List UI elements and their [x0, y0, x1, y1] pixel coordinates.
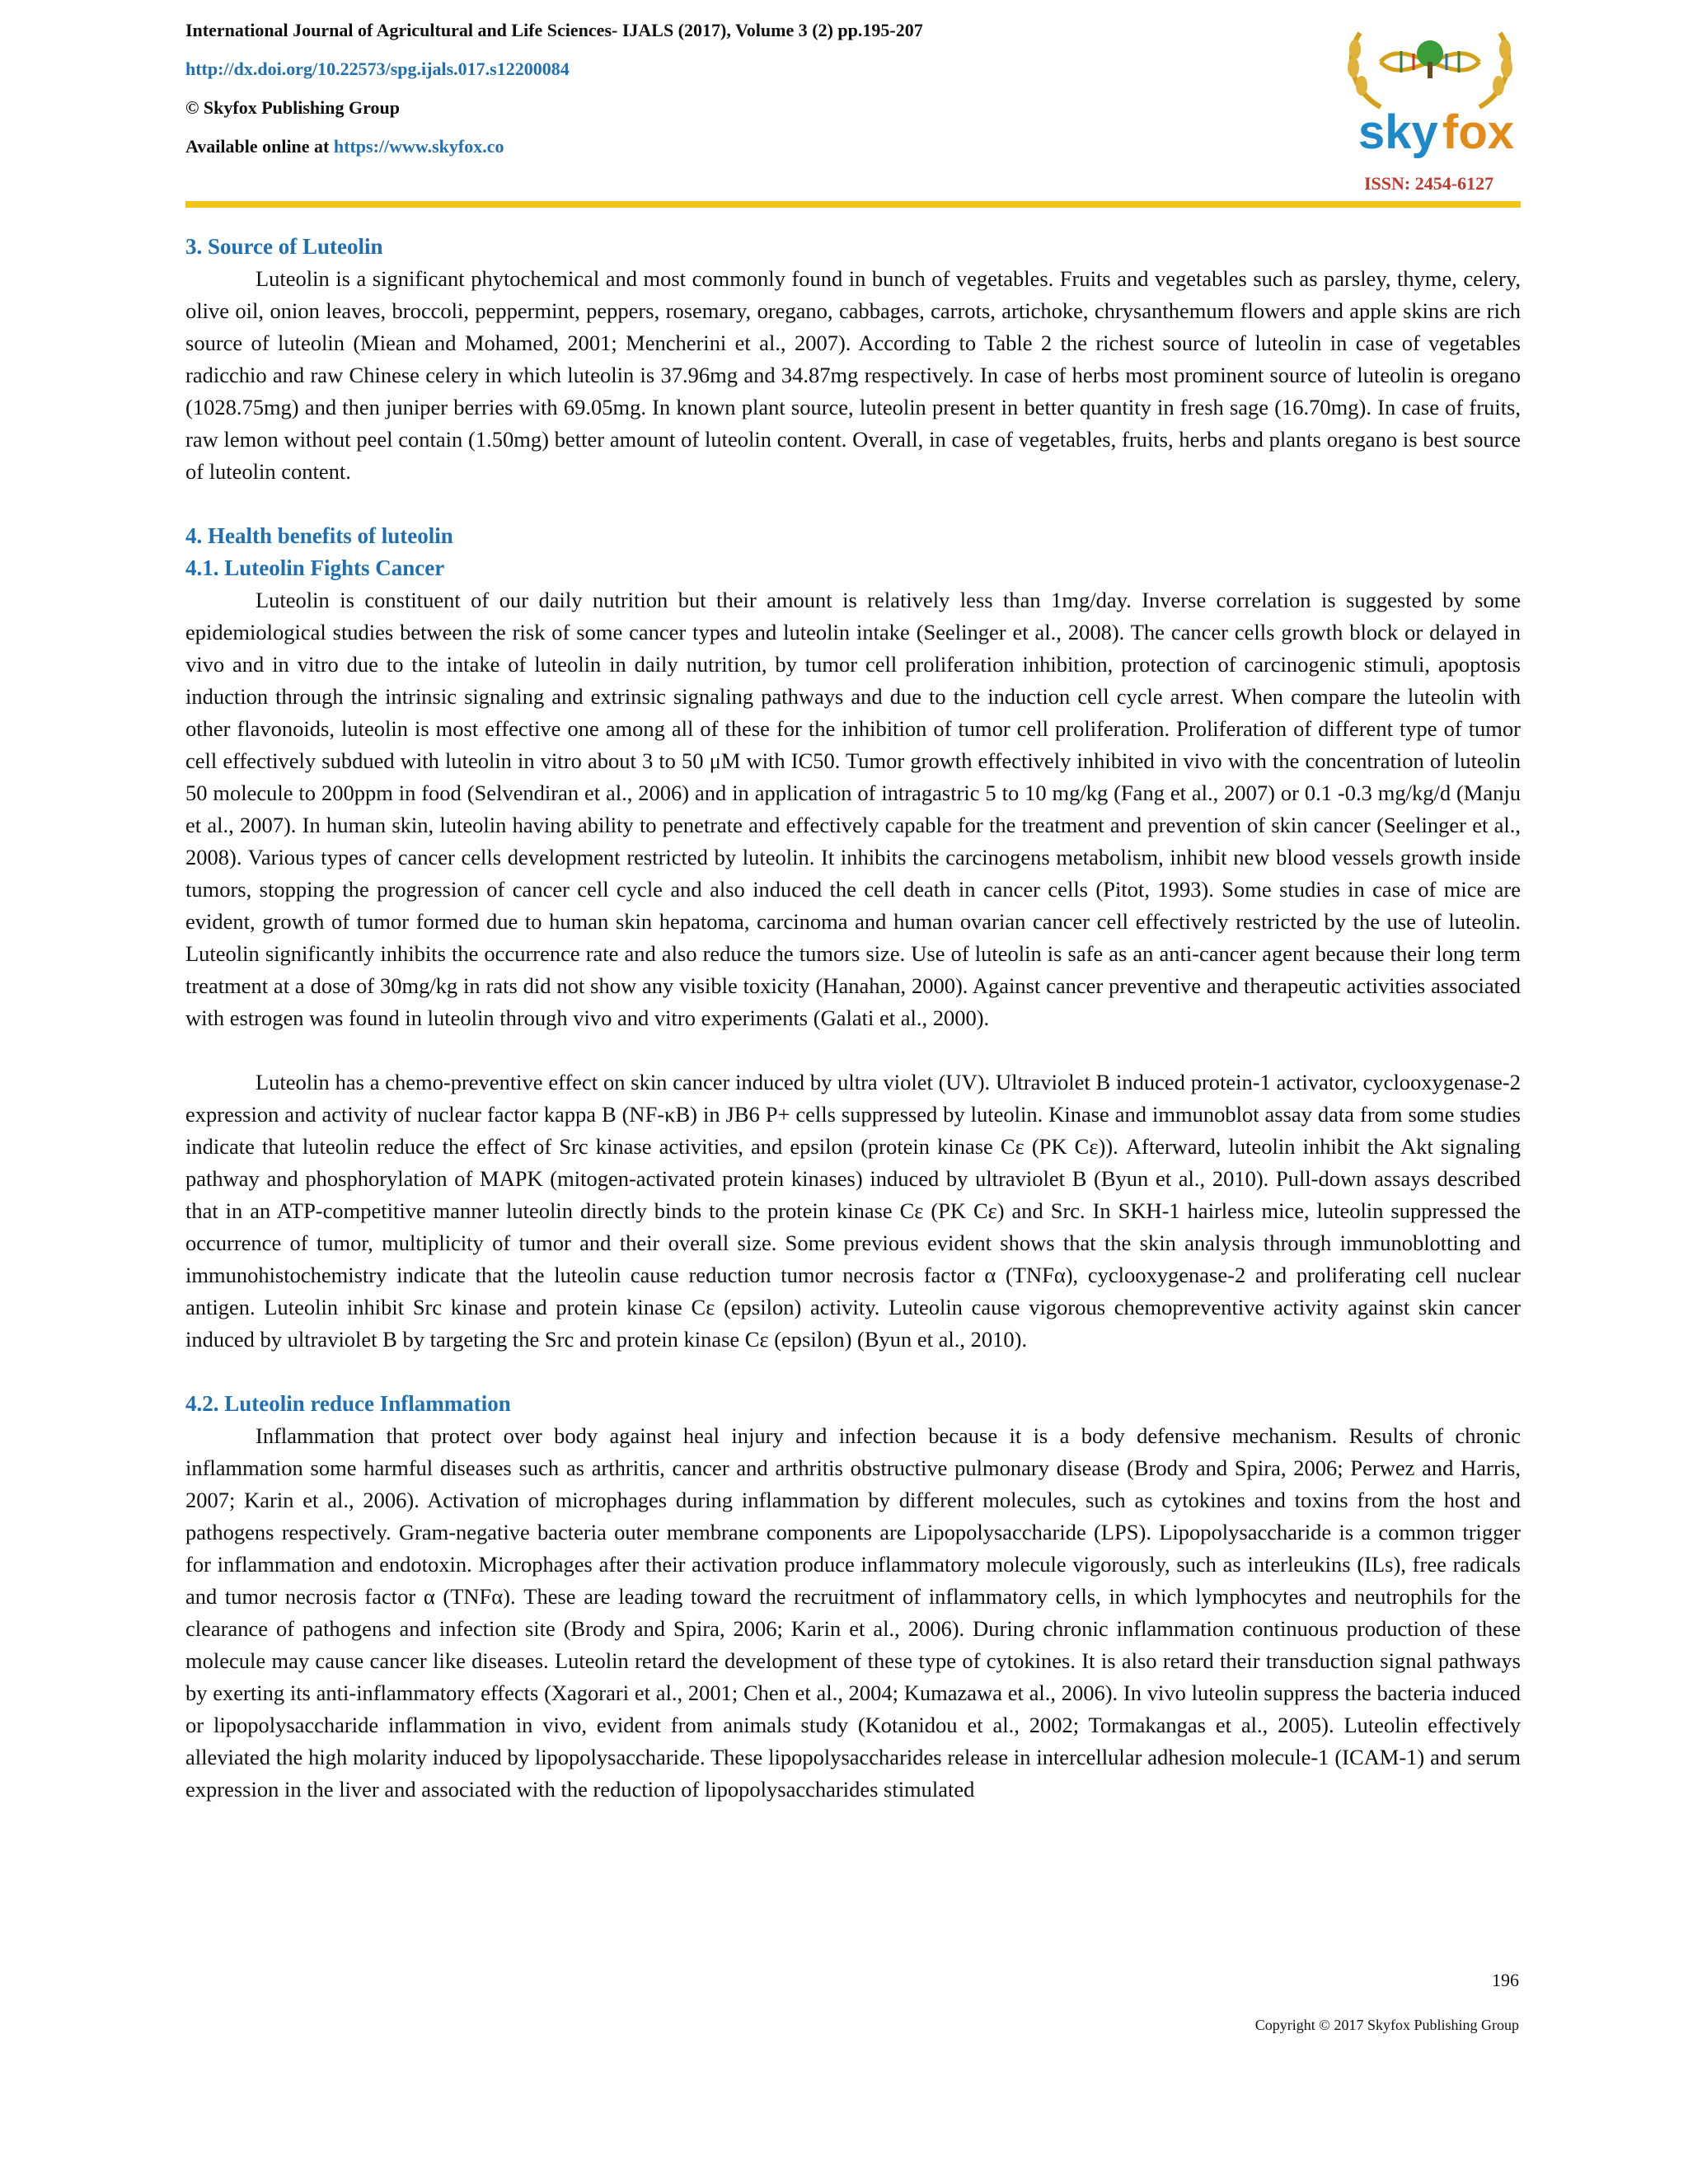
- page-header: [185, 16, 1521, 202]
- availability-prefix: Available online at: [185, 136, 334, 157]
- section-heading-health-benefits: 4. Health benefits of luteolin: [185, 523, 453, 548]
- logo-text-sky: sky: [1358, 105, 1438, 159]
- header-divider: [185, 201, 1521, 208]
- skyfox-logo: [1335, 16, 1525, 198]
- availability-line: [185, 136, 504, 157]
- paragraph: Luteolin is a significant phytochemical and most commonly found in bunch of vegetables. Fruits and vegetables such as parsley, thyme, celery, olive oil, onion leaves, broccoli, peppermint, peppers, rosemary, oregano, cabbages, carrots, artichoke, chrysanthemum flowers and apple skins are rich source of luteolin (Miean and Mohamed, 2001; Mencherini et al., 2007). According to Table 2 the richest source of luteolin in case of vegetables radicchio and raw Chinese celery in which luteolin is 37.96mg and 34.87mg respectively. In case of herbs most prominent source of luteolin is oregano (1028.75mg) and then juniper berries with 69.05mg. In known plant source, luteolin present in better quantity in fresh sage (16.70mg). In case of fruits, raw lemon without peel contain (1.50mg) better amount of luteolin content. Overall, in case of vegetables, fruits, herbs and plants oregano is best source of luteolin content.: [185, 266, 1521, 484]
- publisher-line: © Skyfox Publishing Group: [185, 97, 400, 118]
- article-body: [185, 231, 1521, 1806]
- paragraph: Luteolin has a chemo-preventive effect on skin cancer induced by ultra violet (UV). Ultraviolet B induced protein-1 activator, cyclooxygenase-2 expression and activity of nuclear factor kappa B (NF-κB) in JB6 P+ cells suppressed by luteolin. Kinase and immunoblot assay data from some studies indicate that luteolin reduce the effect of Src kinase activities, and epsilon (protein kinase Cε (PK Cε)). Afterward, luteolin inhibit the Akt signaling pathway and phosphorylation of MAPK (mitogen-activated protein kinases) induced by ultraviolet B (Byun et al., 2010). Pull-down assays described that in an ATP-competitive manner luteolin directly binds to the protein kinase Cε (PK Cε) and Src. In SKH-1 hairless mice, luteolin suppressed the occurrence of tumor, multiplicity of tumor and their overall size. Some previous evident shows that the skin analysis through immunoblotting and immunohistochemistry indicate that the luteolin cause reduction tumor necrosis factor α (TNFα), cyclooxygenase-2 and proliferating cell nuclear antigen. Luteolin inhibit Src kinase and protein kinase Cε (epsilon) activity. Luteolin cause vigorous chemopreventive activity against skin cancer induced by ultraviolet B by targeting the Src and protein kinase Cε (epsilon) (Byun et al., 2010).: [185, 1070, 1521, 1352]
- spacer: [185, 1356, 1521, 1388]
- logo-text-fox: fox: [1442, 105, 1514, 159]
- doi-link[interactable]: http://dx.doi.org/10.22573/spg.ijals.017.s12200084: [185, 59, 570, 79]
- section-heading-fights-cancer: 4.1. Luteolin Fights Cancer: [185, 555, 445, 580]
- journal-citation: International Journal of Agricultural and Life Sciences- IJALS (2017), Volume 3 (2) pp.195-207: [185, 20, 923, 40]
- paragraph: Inflammation that protect over body against heal injury and infection because it is a body defensive mechanism. Results of chronic inflammation some harmful diseases such as arthritis, cancer and arthritis obstructive pulmonary disease (Brody and Spira, 2006; Perwez and Harris, 2007; Karin et al., 2006). Activation of microphages during inflammation by different molecules, such as cytokines and toxins from the host and pathogens respectively. Gram-negative bacteria outer membrane components are Lipopolysaccharide (LPS). Lipopolysaccharide is a common trigger for inflammation and endotoxin. Microphages after their activation produce inflammatory molecule vigorously, such as interleukins (ILs), free radicals and tumor necrosis factor α (TNFα). These are leading toward the recruitment of inflammatory cells, in which lymphocytes and neutrophils for the clearance of pathogens and infection site (Brody and Spira, 2006; Karin et al., 2006). During chronic inflammation continuous production of these molecule may cause cancer like diseases. Luteolin retard the development of these type of cytokines. It is also retard their transduction signal pathways by exerting its anti-inflammatory effects (Xagorari et al., 2001; Chen et al., 2004; Kumazawa et al., 2006). In vivo luteolin suppress the bacteria induced or lipopolysaccharide inflammation in vivo, evident from animals study (Kotanidou et al., 2002; Tormakangas et al., 2005). Luteolin effectively alleviated the high molarity induced by lipopolysaccharide. These lipopolysaccharides release in intercellular adhesion molecule-1 (ICAM-1) and serum expression in the liver and associated with the reduction of lipopolysaccharides stimulated: [185, 1423, 1521, 1802]
- section-heading-inflammation: 4.2. Luteolin reduce Inflammation: [185, 1391, 511, 1416]
- page-number: 196: [1492, 1970, 1519, 1990]
- section-heading-source: 3. Source of Luteolin: [185, 234, 383, 259]
- spacer: [185, 1034, 1521, 1066]
- paragraph: Luteolin is constituent of our daily nutrition but their amount is relatively less than 1mg/day. Inverse correlation is suggested by some epidemiological studies between the risk of some cancer types and luteolin intake (Seelinger et al., 2008). The cancer cells growth block or delayed in vivo and in vitro due to the intake of luteolin in daily nutrition, by tumor cell proliferation inhibition, protection of carcinogenic stimuli, apoptosis induction through the intrinsic signaling and extrinsic signaling pathways and due to the induction cell cycle arrest. When compare the luteolin with other flavonoids, luteolin is most effective one among all of these for the inhibition of tumor cell proliferation. Proliferation of different type of tumor cell effectively subdued with luteolin in vitro about 3 to 50 μM with IC50. Tumor growth effectively inhibited in vivo with the concentration of luteolin 50 molecule to 200ppm in food (Selvendiran et al., 2006) and in application of intragastric 5 to 10 mg/kg (Fang et al., 2007) or 0.1 -0.3 mg/kg/d (Manju et al., 2007). In human skin, luteolin having ability to penetrate and effectively capable for the treatment and prevention of skin cancer (Seelinger et al., 2008). Various types of cancer cells development restricted by luteolin. It inhibits the carcinogens metabolism, inhibit new blood vessels growth inside tumors, stopping the progression of cancer cell cycle and also induced the cell death in cancer cells (Pitot, 1993). Some studies in case of mice are evident, growth of tumor formed due to human skin hepatoma, carcinoma and human ovarian cancer cell effectively restricted by the use of luteolin. Luteolin significantly inhibits the occurrence rate and also reduce the tumors size. Use of luteolin is safe as an anti-cancer agent because their long term treatment at a dose of 30mg/kg in rats did not show any visible toxicity (Hanahan, 2000). Against cancer preventive and therapeutic activities associated with estrogen was found in luteolin through vivo and vitro experiments (Galati et al., 2000).: [185, 588, 1521, 1030]
- issn-label: ISSN: 2454-6127: [1364, 173, 1494, 194]
- website-link[interactable]: https://www.skyfox.co: [333, 136, 504, 157]
- copyright-notice: Copyright © 2017 Skyfox Publishing Group: [1254, 2017, 1519, 2033]
- spacer: [185, 488, 1521, 520]
